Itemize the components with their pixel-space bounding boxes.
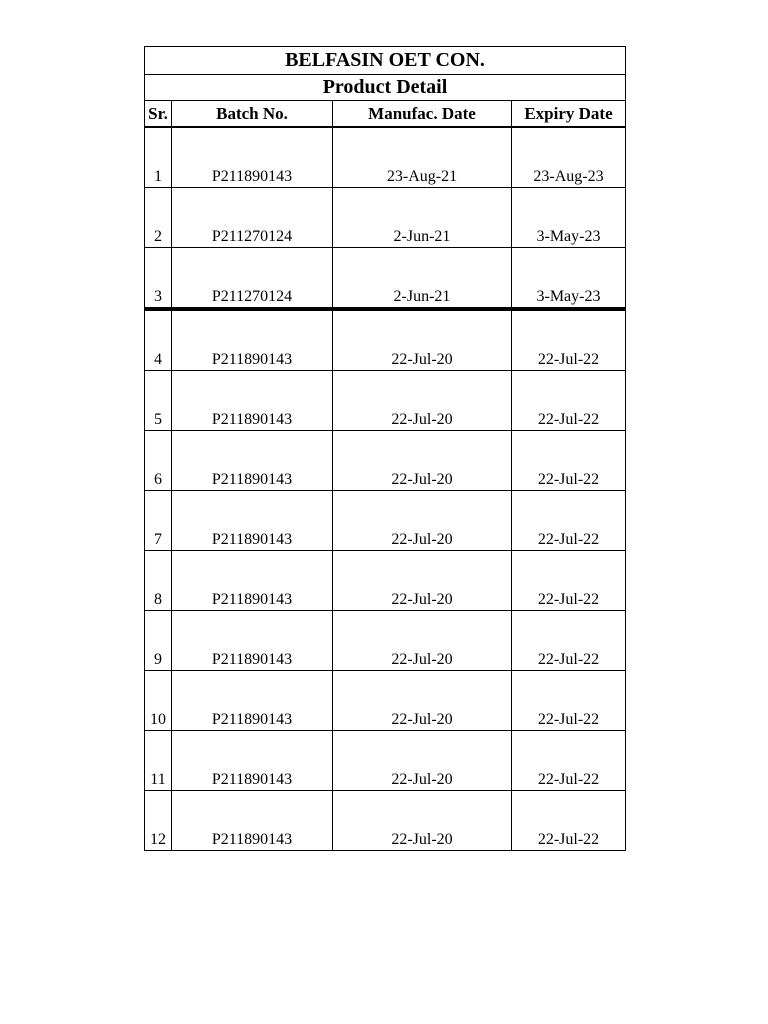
cell-manufacture-date: 22-Jul-20 (333, 551, 512, 611)
table-row (145, 248, 626, 310)
table-row (145, 731, 626, 791)
cell-batch-no: P211890143 (172, 491, 333, 551)
cell-batch-no: P211890143 (172, 309, 333, 371)
cell-batch-no: P211890143 (172, 671, 333, 731)
cell-sr: 1 (145, 127, 172, 188)
cell-batch-no: P211270124 (172, 188, 333, 248)
cell-sr: 10 (145, 671, 172, 731)
table-row (145, 188, 626, 248)
cell-expiry-date: 22-Jul-22 (512, 491, 626, 551)
table-header-row (145, 101, 626, 128)
document-subtitle: Product Detail (145, 75, 626, 101)
cell-manufacture-date: 22-Jul-20 (333, 731, 512, 791)
cell-manufacture-date: 22-Jul-20 (333, 491, 512, 551)
table-row (145, 551, 626, 611)
table-row (145, 431, 626, 491)
cell-expiry-date: 22-Jul-22 (512, 791, 626, 851)
cell-manufacture-date: 22-Jul-20 (333, 611, 512, 671)
cell-sr: 2 (145, 188, 172, 248)
product-detail-table (144, 46, 626, 851)
cell-sr: 5 (145, 371, 172, 431)
cell-expiry-date: 22-Jul-22 (512, 309, 626, 371)
cell-sr: 12 (145, 791, 172, 851)
cell-manufacture-date: 22-Jul-20 (333, 309, 512, 371)
company-title: BELFASIN OET CON. (145, 47, 626, 75)
cell-batch-no: P211890143 (172, 127, 333, 188)
cell-sr: 6 (145, 431, 172, 491)
table-row (145, 791, 626, 851)
cell-manufacture-date: 22-Jul-20 (333, 791, 512, 851)
cell-expiry-date: 3-May-23 (512, 248, 626, 310)
cell-batch-no: P211890143 (172, 731, 333, 791)
table-row (145, 127, 626, 188)
cell-batch-no: P211890143 (172, 791, 333, 851)
cell-batch-no: P211270124 (172, 248, 333, 310)
cell-batch-no: P211890143 (172, 431, 333, 491)
cell-expiry-date: 3-May-23 (512, 188, 626, 248)
cell-expiry-date: 22-Jul-22 (512, 671, 626, 731)
cell-expiry-date: 22-Jul-22 (512, 371, 626, 431)
cell-sr: 11 (145, 731, 172, 791)
cell-manufacture-date: 23-Aug-21 (333, 127, 512, 188)
cell-expiry-date: 22-Jul-22 (512, 611, 626, 671)
table-row (145, 611, 626, 671)
cell-manufacture-date: 2-Jun-21 (333, 188, 512, 248)
cell-sr: 3 (145, 248, 172, 310)
cell-batch-no: P211890143 (172, 371, 333, 431)
cell-batch-no: P211890143 (172, 551, 333, 611)
table-row (145, 491, 626, 551)
table-row (145, 371, 626, 431)
cell-expiry-date: 23-Aug-23 (512, 127, 626, 188)
cell-sr: 8 (145, 551, 172, 611)
column-header-mfg-date: Manufac. Date (333, 101, 512, 128)
cell-manufacture-date: 2-Jun-21 (333, 248, 512, 310)
table-row (145, 671, 626, 731)
cell-expiry-date: 22-Jul-22 (512, 551, 626, 611)
cell-manufacture-date: 22-Jul-20 (333, 431, 512, 491)
column-header-batch: Batch No. (172, 101, 333, 128)
cell-sr: 9 (145, 611, 172, 671)
cell-manufacture-date: 22-Jul-20 (333, 371, 512, 431)
cell-expiry-date: 22-Jul-22 (512, 731, 626, 791)
cell-sr: 7 (145, 491, 172, 551)
table-row (145, 309, 626, 371)
column-header-sr: Sr. (145, 101, 172, 128)
cell-manufacture-date: 22-Jul-20 (333, 671, 512, 731)
column-header-expiry-date: Expiry Date (512, 101, 626, 128)
cell-expiry-date: 22-Jul-22 (512, 431, 626, 491)
cell-sr: 4 (145, 309, 172, 371)
cell-batch-no: P211890143 (172, 611, 333, 671)
